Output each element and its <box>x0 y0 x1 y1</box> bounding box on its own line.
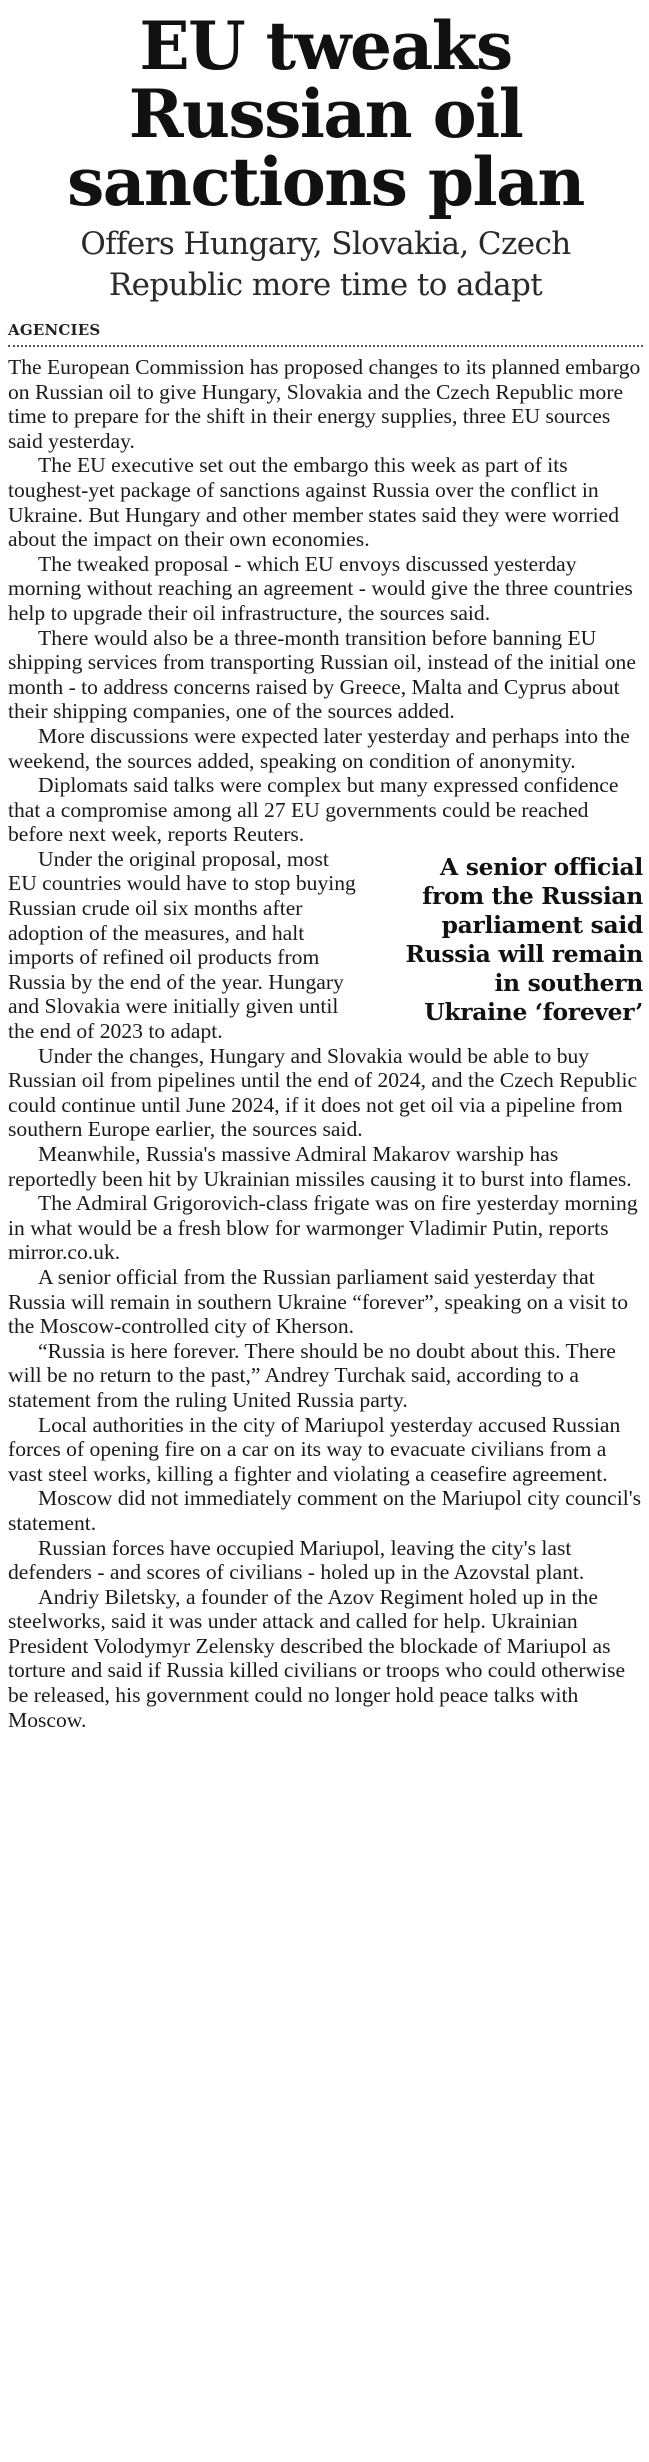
headline-line: sanctions plan <box>67 143 584 221</box>
paragraph: Meanwhile, Russia's massive Admiral Makarov warship has reportedly been hit by Ukrainian missiles causing it to burst into flames. <box>8 1142 632 1191</box>
paragraph: Diplomats said talks were complex but many expressed confidence that a compromise among all 27 EU governments could be reached before next week, reports Reuters. <box>8 773 619 847</box>
headline-line: Russian oil <box>128 75 523 153</box>
paragraph: Russian forces have occupied Mariupol, leaving the city's last defenders - and scores of civilians - holed up in the Azovstal plant. <box>8 1535 585 1585</box>
pull-quote-line: parliament said <box>441 910 643 939</box>
paragraph: “Russia is here forever. There should be no doubt about this. There will be no return to the past,” Andrey Turchak said, according to a statement from the ruling United Russia party. <box>8 1338 616 1412</box>
paragraph: A senior official from the Russian parliament said yesterday that Russia will remain in southern Ukraine “forever”, speaking on a visit to the Moscow-controlled city of Kherson. <box>8 1264 629 1339</box>
paragraph: Moscow did not immediately comment on the Mariupol city council's statement. <box>8 1486 642 1535</box>
byline: AGENCIES <box>8 320 643 347</box>
pull-quote-line: from the Russian <box>422 881 643 910</box>
paragraph: The EU executive set out the embargo this week as part of its toughest-yet package of sanctions against Russia over the conflict in Ukraine. But Hungary and other member states said they were worried about the impact on their own economies. <box>8 453 620 552</box>
paragraph: Under the changes, Hungary and Slovakia would be able to buy Russian oil from pipelines until the end of 2024, and the Czech Republic could continue until June 2024, if it does not get oil via a pipeline from southern Europe earlier, the sources said. <box>8 1043 638 1142</box>
paragraph: Local authorities in the city of Mariupol yesterday accused Russian forces of opening fire on a car on its way to evacuate civilians from a vast steel works, killing a fighter and violating a ceasefire agreement. <box>8 1412 621 1486</box>
subheadline-line: Offers Hungary, Slovakia, Czech <box>80 226 571 262</box>
paragraph: The European Commission has proposed changes to its planned embargo on Russian oil to give Hungary, Slovakia and the Czech Republic more time to prepare for the shift in their energy supplies, three EU sources said yesterday. <box>8 355 641 453</box>
subheadline-line: Republic more time to adapt <box>108 267 543 303</box>
pull-quote-line: Russia will remain <box>405 939 643 968</box>
paragraph: The tweaked proposal - which EU envoys discussed yesterday morning without reaching an agreement - would give the three countries help to upgrade their oil infrastructure, the sources said. <box>8 551 633 625</box>
subheadline <box>8 224 643 306</box>
paragraph: Under the original proposal, most EU countries would have to stop buying Russian crude oil six months after adoption of the measures, and halt imports of refined oil products from Russia by the end of the year. Hungary and Slovakia were initially given until the end of 2023 to adapt. <box>8 846 356 1044</box>
paragraph: Andriy Biletsky, a founder of the Azov Regiment holed up in the steelworks, said it was under attack and called for help. Ukrainian President Volodymyr Zelensky described the blockade of Mariupol as torture and said if Russia killed civilians or troops who could otherwise be released, his government could no longer hold peace talks with Moscow. <box>8 1584 626 1732</box>
article-body <box>8 355 643 1732</box>
pull-quote-line: Ukraine ‘forever’ <box>424 997 643 1026</box>
headline-line: EU tweaks <box>139 7 512 85</box>
paragraph: The Admiral Grigorovich-class frigate was on fire yesterday morning in what would be a fresh blow for warmonger Vladimir Putin, reports mirror.co.uk. <box>8 1191 638 1265</box>
paragraph: There would also be a three-month transition before banning EU shipping services from transporting Russian oil, instead of the initial one month - to address concerns raised by Greece, Malta and Cyprus about their shipping companies, one of the sources added. <box>8 625 636 724</box>
pull-quote-line: A senior official <box>440 852 643 881</box>
paragraph: More discussions were expected later yesterday and perhaps into the weekend, the sources added, speaking on condition of anonymity. <box>8 723 630 773</box>
pull-quote <box>375 853 643 1027</box>
pull-quote-line: in southern <box>494 968 643 997</box>
headline <box>8 7 643 221</box>
